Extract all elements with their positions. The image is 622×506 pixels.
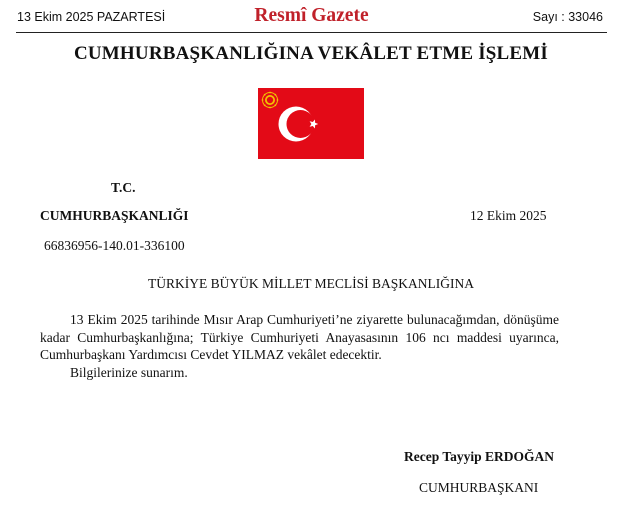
body-paragraph: 13 Ekim 2025 tarihinde Mısır Arap Cumhuriyeti’ne ziyarette bulunacağımdan, dönüşüme kadar Cumhurbaşkanlığına; Türkiye Cumhuriyeti Anayasasının 106 ncı maddesi uyarınca, Cumhurbaşkanı Yardımcısı Cevdet YILMAZ vekâlet edecektir. — [40, 312, 559, 362]
gazette-name: Resmî Gazete — [254, 5, 369, 26]
recipient-line: TÜRKİYE BÜYÜK MİLLET MECLİSİ BAŞKANLIĞINA — [148, 276, 474, 291]
turkish-flag-icon — [258, 88, 364, 159]
reference-number: 66836956-140.01-336100 — [44, 238, 185, 253]
gazette-header — [16, 4, 607, 33]
issue-date: 13 Ekim 2025 PAZARTESİ — [17, 10, 166, 24]
issue-number: Sayı : 33046 — [532, 10, 603, 24]
closing-line: Bilgilerinize sunarım. — [70, 364, 188, 380]
signer-name: Recep Tayyip ERDOĞAN — [404, 449, 555, 464]
tc-heading: T.C. — [111, 180, 136, 195]
issuing-authority: CUMHURBAŞKANLIĞI — [40, 208, 189, 223]
document-title: CUMHURBAŞKANLIĞINA VEKÂLET ETME İŞLEMİ — [73, 43, 549, 64]
document-body — [40, 311, 559, 381]
document-date: 12 Ekim 2025 — [470, 208, 547, 223]
signer-title: CUMHURBAŞKANI — [419, 480, 539, 495]
